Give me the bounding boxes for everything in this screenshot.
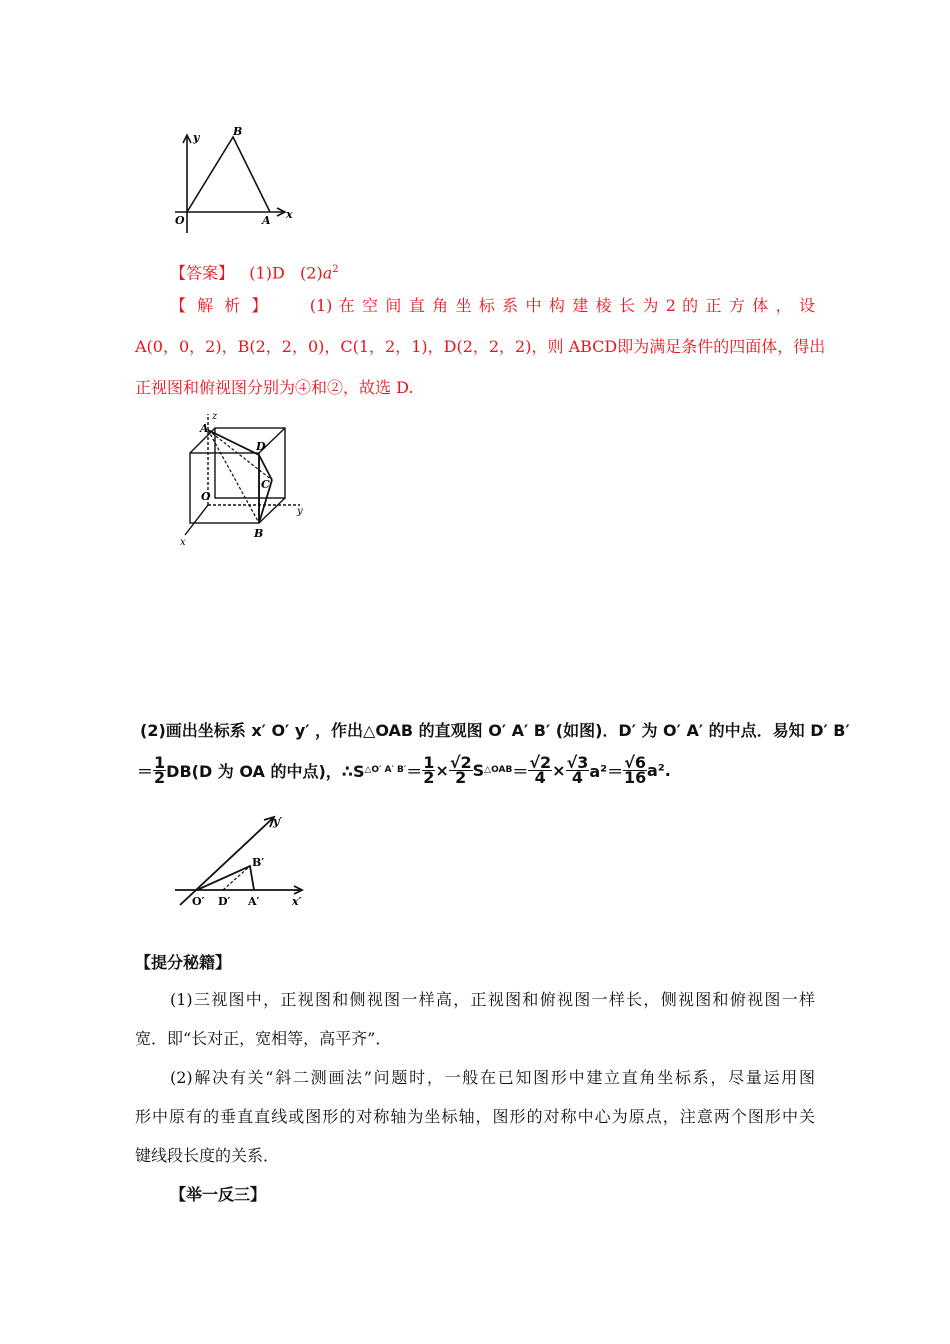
frac1-den: 2 [154,767,166,787]
fraction-root6-over-16 [623,752,647,787]
fig3-label-d: D′ [218,895,231,908]
fig3-label-o: O′ [192,895,205,908]
frac5-num: √3 [566,752,589,772]
tips-p2-line3: 键线段长度的关系． [135,1146,280,1165]
area-subscript-2: △OAB [484,765,513,775]
fig1-label-b: B [233,125,243,138]
tips-p2-line2: 形中原有的垂直直线或图形的对称轴为坐标轴，图形的对称中心为原点，注意两个图形中关 [135,1107,815,1126]
figure-cube-tetrahedron [175,410,315,550]
times-1: × [435,760,449,780]
solution-text-3: a²＝ [589,761,624,781]
solution-line-1 [140,718,850,741]
answer-part2-var: a [322,263,333,283]
area-subscript-1: △O′ A′ B′ [364,765,407,775]
frac2-num: 1 [423,752,435,772]
fig3-label-a: A′ [248,895,260,908]
tips-p2-line1: (2)解决有关“斜二测画法”问题时，一般在已知图形中建立直角坐标系，尽量运用图 [170,1068,815,1087]
fig3-label-b: B′ [252,856,265,869]
fraction-half-2 [422,752,435,787]
frac6-den: 16 [623,767,647,787]
frac3-num: √2 [449,752,472,772]
tips-heading: 【提分秘籍】 [135,953,232,972]
fig3-label-y: y′ [273,815,283,828]
answer-part1: (1)D [249,263,285,283]
tips-p1-line2: 宽．即“长对正，宽相等，高平齐”． [135,1029,392,1048]
figure-oblique-projection [170,808,315,908]
answer-part2-exp: 2 [332,264,339,275]
analysis-line-2 [135,337,826,357]
fig1-label-y: y [193,131,200,144]
fig1-label-a: A [262,214,271,227]
frac5-den: 4 [571,767,584,787]
fraction-root2-over-4 [528,752,552,787]
eq-3: ＝ [512,761,529,781]
frac1-num: 1 [154,752,166,772]
fig2-label-y: y [297,506,303,517]
answer-line [170,260,339,283]
analysis-tag: 【解析】 [170,296,279,315]
analysis-line-1 [170,296,815,316]
solution-text-2: DB(D 为 OA 的中点)，∴S [166,761,365,781]
solution-text-1: (2)画出坐标系 x′ O′ y′ ，作出△OAB 的直观图 O′ A′ B′ (如图)．D′ 为 O′ A′ 的中点．易知 D′ B′ [140,721,850,740]
fig3-label-x: x′ [292,895,302,908]
analysis-text-3: 正视图和俯视图分别为④和②，故选 D. [135,378,414,397]
analysis-text-2: A(0，0，2)，B(2，2，0)，C(1，2，1)，D(2，2，2)，则 ABCD即为满足条件的四面体，得出 [135,337,826,356]
analysis-line-3 [135,378,413,398]
solution-line-2 [137,750,671,790]
fraction-half-1 [153,752,166,787]
fraction-root3-over-4 [566,752,590,787]
frac4-num: √2 [529,752,552,772]
answer-tag: 【答案】 [170,263,235,283]
answer-part2: (2) [300,263,323,283]
tips-p1-line1: (1)三视图中，正视图和侧视图一样高，正视图和俯视图一样长，侧视图和俯视图一样 [170,990,815,1009]
eq-2: ＝ [406,761,423,781]
fig2-label-z: z [212,411,218,422]
fig2-label-b: B [254,527,264,540]
fraction-root2-over-2 [449,752,473,787]
frac4-den: 4 [534,767,546,787]
frac6-num: √6 [624,752,646,772]
eq-1: ＝ [137,761,154,781]
times-2: × [552,760,566,780]
area-symbol: S [472,760,485,780]
fig1-label-x: x [286,208,293,221]
fig2-label-d: D [256,440,266,453]
figure-triangle-oab [165,125,305,235]
fig2-label-o: O [201,490,211,503]
frac2-den: 2 [423,767,435,787]
fig1-label-o: O [175,214,185,227]
frac3-den: 2 [455,767,467,787]
fig2-label-c: C [261,478,270,491]
analysis-text-1: (1) 在 空 间 直 角 坐 标 系 中 构 建 棱 长 为 2 的 正 方 体 ， 设 [309,296,815,315]
solution-text-4: a². [647,760,671,780]
fig2-label-a: A [200,422,209,435]
examples-heading: 【举一反三】 [170,1185,267,1204]
fig2-label-x: x [180,537,186,548]
